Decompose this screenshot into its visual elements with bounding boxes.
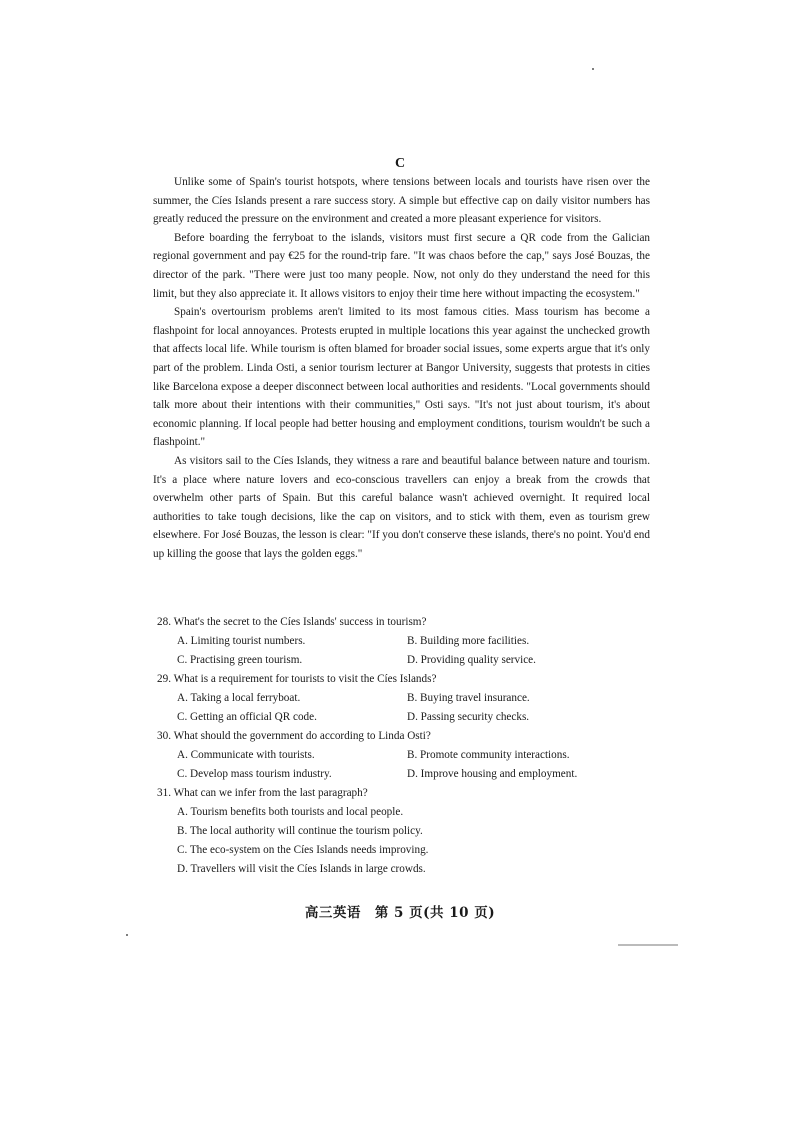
scan-speck <box>126 934 128 936</box>
option-d: D. Travellers will visit the Cíes Islands in large crowds. <box>177 863 426 875</box>
reading-passage <box>153 173 650 563</box>
option-d: D. Passing security checks. <box>407 711 530 723</box>
option-d: D. Providing quality service. <box>407 654 536 666</box>
option-c: C. The eco-system on the Cíes Islands needs improving. <box>177 844 429 856</box>
question-stem: 28. What's the secret to the Cíes Islands' success in tourism? <box>157 616 427 628</box>
option-a: A. Taking a local ferryboat. <box>177 692 301 704</box>
question-stem: 30. What should the government do according to Linda Osti? <box>157 730 431 742</box>
option-b: B. The local authority will continue the tourism policy. <box>177 825 423 837</box>
question-31 <box>157 784 657 879</box>
question-30 <box>157 727 657 784</box>
option-c: C. Practising green tourism. <box>177 654 303 666</box>
scan-artifact-line <box>618 944 678 946</box>
options-grid <box>157 689 657 727</box>
question-29 <box>157 670 657 727</box>
scan-speck <box>592 68 594 70</box>
option-d: D. Improve housing and employment. <box>407 768 578 780</box>
section-heading: C <box>394 156 406 171</box>
option-c: C. Getting an official QR code. <box>177 711 317 723</box>
page-footer: 高三英语 第 5 页(共 10 页) <box>304 905 496 921</box>
passage-paragraph: As visitors sail to the Cíes Islands, they witness a rare and beautiful balance between nature and tourism. It's a place where nature lovers and eco-conscious travellers can enjoy a break from the crowds that overwhelm other parts of Spain. But this careful balance wasn't achieved overnight. It required local authorities to take tough decisions, like the cap on visitors, and to stick with them, even as tourism grew elsewhere. For José Bouzas, the lesson is clear: "If you don't conserve these islands, there's no point. You'd end up killing the goose that lays the golden eggs." <box>153 454 650 560</box>
options-list <box>157 803 657 879</box>
option-a: A. Tourism benefits both tourists and local people. <box>177 806 404 818</box>
option-b: B. Promote community interactions. <box>407 749 570 761</box>
option-b: B. Building more facilities. <box>407 635 530 647</box>
option-a: A. Communicate with tourists. <box>177 749 315 761</box>
passage-paragraph: Unlike some of Spain's tourist hotspots, where tensions between locals and tourists have risen over the summer, the Cíes Islands present a rare success story. A simple but effective cap on daily visitor numbers has greatly reduced the pressure on the environment and created a more pleasant experience for visitors. <box>153 176 650 226</box>
question-list <box>157 613 657 879</box>
passage-paragraph: Spain's overtourism problems aren't limited to its most famous cities. Mass tourism has become a flashpoint for local annoyances. Protests erupted in multiple locations this year against the unchecked growth that affects local life. While tourism is often blamed for broader social issues, some experts argue that it's only part of the problem. Linda Osti, a senior tourism lecturer at Bangor University, suggests that protests in cities like Barcelona expose a deeper disconnect between local authorities and residents. "Local governments should talk more about their intentions with their communities," Osti says. "It's not just about tourism, it's about economic planning. If local people had better housing and employment conditions, tourism wouldn't be such a flashpoint." <box>153 306 650 449</box>
question-28 <box>157 613 657 670</box>
option-c: C. Develop mass tourism industry. <box>177 768 332 780</box>
option-a: A. Limiting tourist numbers. <box>177 635 306 647</box>
question-stem: 29. What is a requirement for tourists to visit the Cíes Islands? <box>157 673 437 685</box>
options-grid <box>157 632 657 670</box>
passage-paragraph: Before boarding the ferryboat to the islands, visitors must first secure a QR code from the Galician regional government and pay €25 for the round-trip fare. "It was chaos before the cap," says José Bouzas, the director of the park. "There were just too many people. Now, not only do they understand the need for this limit, but they also appreciate it. It allows visitors to enjoy their time here without impacting the ecosystem." <box>153 231 650 300</box>
options-grid <box>157 746 657 784</box>
question-stem: 31. What can we infer from the last paragraph? <box>157 787 368 799</box>
option-b: B. Buying travel insurance. <box>407 692 530 704</box>
